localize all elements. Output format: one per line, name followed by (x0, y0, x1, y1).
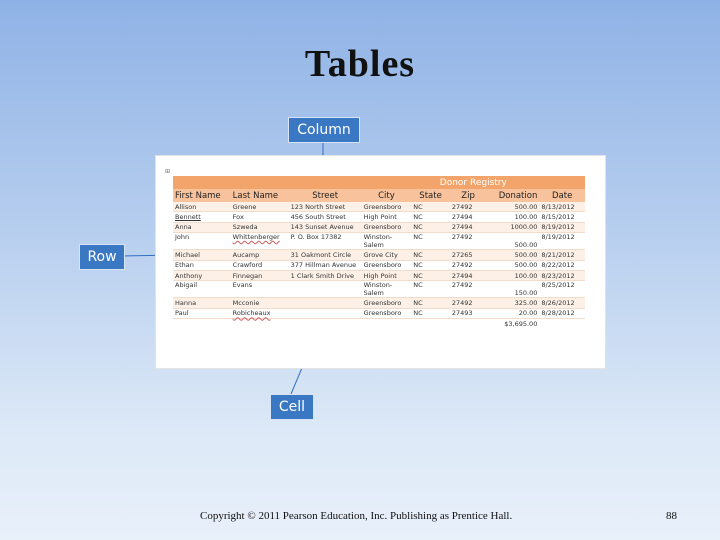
table-row (173, 298, 585, 308)
table-cell: 8/28/2012 (539, 308, 585, 318)
table-row (173, 270, 585, 280)
table-cell: Paul (173, 308, 231, 318)
table-cell: Szweda (231, 222, 289, 232)
selected-table-cell: Robicheaux (231, 308, 289, 318)
table-cell: Aucamp (231, 250, 289, 260)
table-cell: NC (411, 212, 450, 222)
table-cell: 377 Hillman Avenue (289, 260, 362, 270)
table-cell: 8/26/2012 (539, 298, 585, 308)
table-cell: NC (411, 281, 450, 298)
table-cell: P. O. Box 17382 (289, 233, 362, 250)
table-cell: Hanna (173, 298, 231, 308)
header-donation: Donation (486, 189, 539, 202)
table-cell (289, 308, 362, 318)
table-row (173, 222, 585, 232)
table-cell: Fox (231, 212, 289, 222)
table-cell: 27265 (450, 250, 487, 260)
table-cell: Winston-Salem (362, 233, 412, 250)
table-cell: Grove City (362, 250, 412, 260)
table-cell: 8/23/2012 (539, 270, 585, 280)
table-cell: NC (411, 202, 450, 212)
table-cell: Finnegan (231, 270, 289, 280)
cell-callout: Cell (270, 394, 314, 420)
table-cell: Crawford (231, 260, 289, 270)
table-cell: Greensboro (362, 222, 412, 232)
table-cell: 8/19/2012 (539, 233, 585, 250)
header-zip: Zip (450, 189, 487, 202)
table-cell: Greensboro (362, 260, 412, 270)
table-cell: 20.00 (486, 308, 539, 318)
table-cell: Whittenberger (231, 233, 289, 250)
table-cell: NC (411, 270, 450, 280)
header-city: City (362, 189, 412, 202)
table-cell: NC (411, 222, 450, 232)
table-cell: 500.00 (486, 260, 539, 270)
table-cell: 500.00 (486, 202, 539, 212)
table-screenshot (156, 156, 605, 368)
table-cell: 123 North Street (289, 202, 362, 212)
table-cell: 1000.00 (486, 222, 539, 232)
table-cell: Ethan (173, 260, 231, 270)
table-cell: Allison (173, 202, 231, 212)
table-cell: Michael (173, 250, 231, 260)
table-cell: Winston-Salem (362, 281, 412, 298)
table-cell: 8/13/2012 (539, 202, 585, 212)
table-cell: Anna (173, 222, 231, 232)
table-cell: NC (411, 250, 450, 260)
copyright-footer: Copyright © 2011 Pearson Education, Inc. Publishing as Prentice Hall. (200, 510, 513, 522)
table-cell: Anthony (173, 270, 231, 280)
table-cell: Greene (231, 202, 289, 212)
table-cell: Mcconie (231, 298, 289, 308)
column-callout: Column (288, 117, 360, 143)
donation-total: $3,695.00 (486, 319, 539, 330)
table-cell: 1 Clark Smith Drive (289, 270, 362, 280)
table-cell: Bennett (173, 212, 231, 222)
table-cell: NC (411, 233, 450, 250)
table-row (173, 308, 585, 318)
table-cell: 27494 (450, 212, 487, 222)
table-cell: 27494 (450, 270, 487, 280)
table-cell: 8/21/2012 (539, 250, 585, 260)
table-cell: 325.00 (486, 298, 539, 308)
table-cell: 100.00 (486, 270, 539, 280)
header-date: Date (539, 189, 585, 202)
table-cell (289, 298, 362, 308)
header-street: Street (289, 189, 362, 202)
table-cell: 27493 (450, 308, 487, 318)
table-cell: 8/19/2012 (539, 222, 585, 232)
table-cell: 27494 (450, 222, 487, 232)
header-last-name: Last Name (231, 189, 289, 202)
table-cell: 8/25/2012 (539, 281, 585, 298)
table-anchor-icon: ⊞ (165, 168, 171, 175)
donor-registry-table (173, 176, 585, 329)
table-banner: Donor Registry (362, 176, 585, 189)
table-cell: 27492 (450, 281, 487, 298)
table-cell: NC (411, 260, 450, 270)
table-cell: NC (411, 308, 450, 318)
page-number: 88 (666, 510, 677, 522)
table-cell: 27492 (450, 298, 487, 308)
table-cell: Abigail (173, 281, 231, 298)
table-cell: Greensboro (362, 308, 412, 318)
table-row (173, 212, 585, 222)
table-cell: 150.00 (486, 281, 539, 298)
table-banner-row (173, 176, 585, 189)
table-cell: 31 Oakmont Circle (289, 250, 362, 260)
table-header-row (173, 189, 585, 202)
table-cell: 8/22/2012 (539, 260, 585, 270)
table-cell: 27492 (450, 233, 487, 250)
table-cell: NC (411, 298, 450, 308)
table-cell: 456 South Street (289, 212, 362, 222)
table-cell: 100.00 (486, 212, 539, 222)
table-row (173, 233, 585, 250)
table-cell: High Point (362, 270, 412, 280)
table-row (173, 281, 585, 298)
table-cell: Greensboro (362, 298, 412, 308)
table-cell: 143 Sunset Avenue (289, 222, 362, 232)
table-row (173, 250, 585, 260)
table-cell: 500.00 (486, 250, 539, 260)
table-cell: 27492 (450, 202, 487, 212)
table-row (173, 202, 585, 212)
table-cell: 500.00 (486, 233, 539, 250)
row-callout: Row (79, 244, 125, 270)
header-first-name: First Name (173, 189, 231, 202)
table-cell: 27492 (450, 260, 487, 270)
table-cell: Evans (231, 281, 289, 298)
header-state: State (411, 189, 450, 202)
table-row (173, 260, 585, 270)
table-cell: High Point (362, 212, 412, 222)
slide-title: Tables (304, 43, 416, 85)
table-cell: 8/15/2012 (539, 212, 585, 222)
table-total-row (173, 319, 585, 330)
table-cell (289, 281, 362, 298)
table-cell: John (173, 233, 231, 250)
table-cell: Greensboro (362, 202, 412, 212)
